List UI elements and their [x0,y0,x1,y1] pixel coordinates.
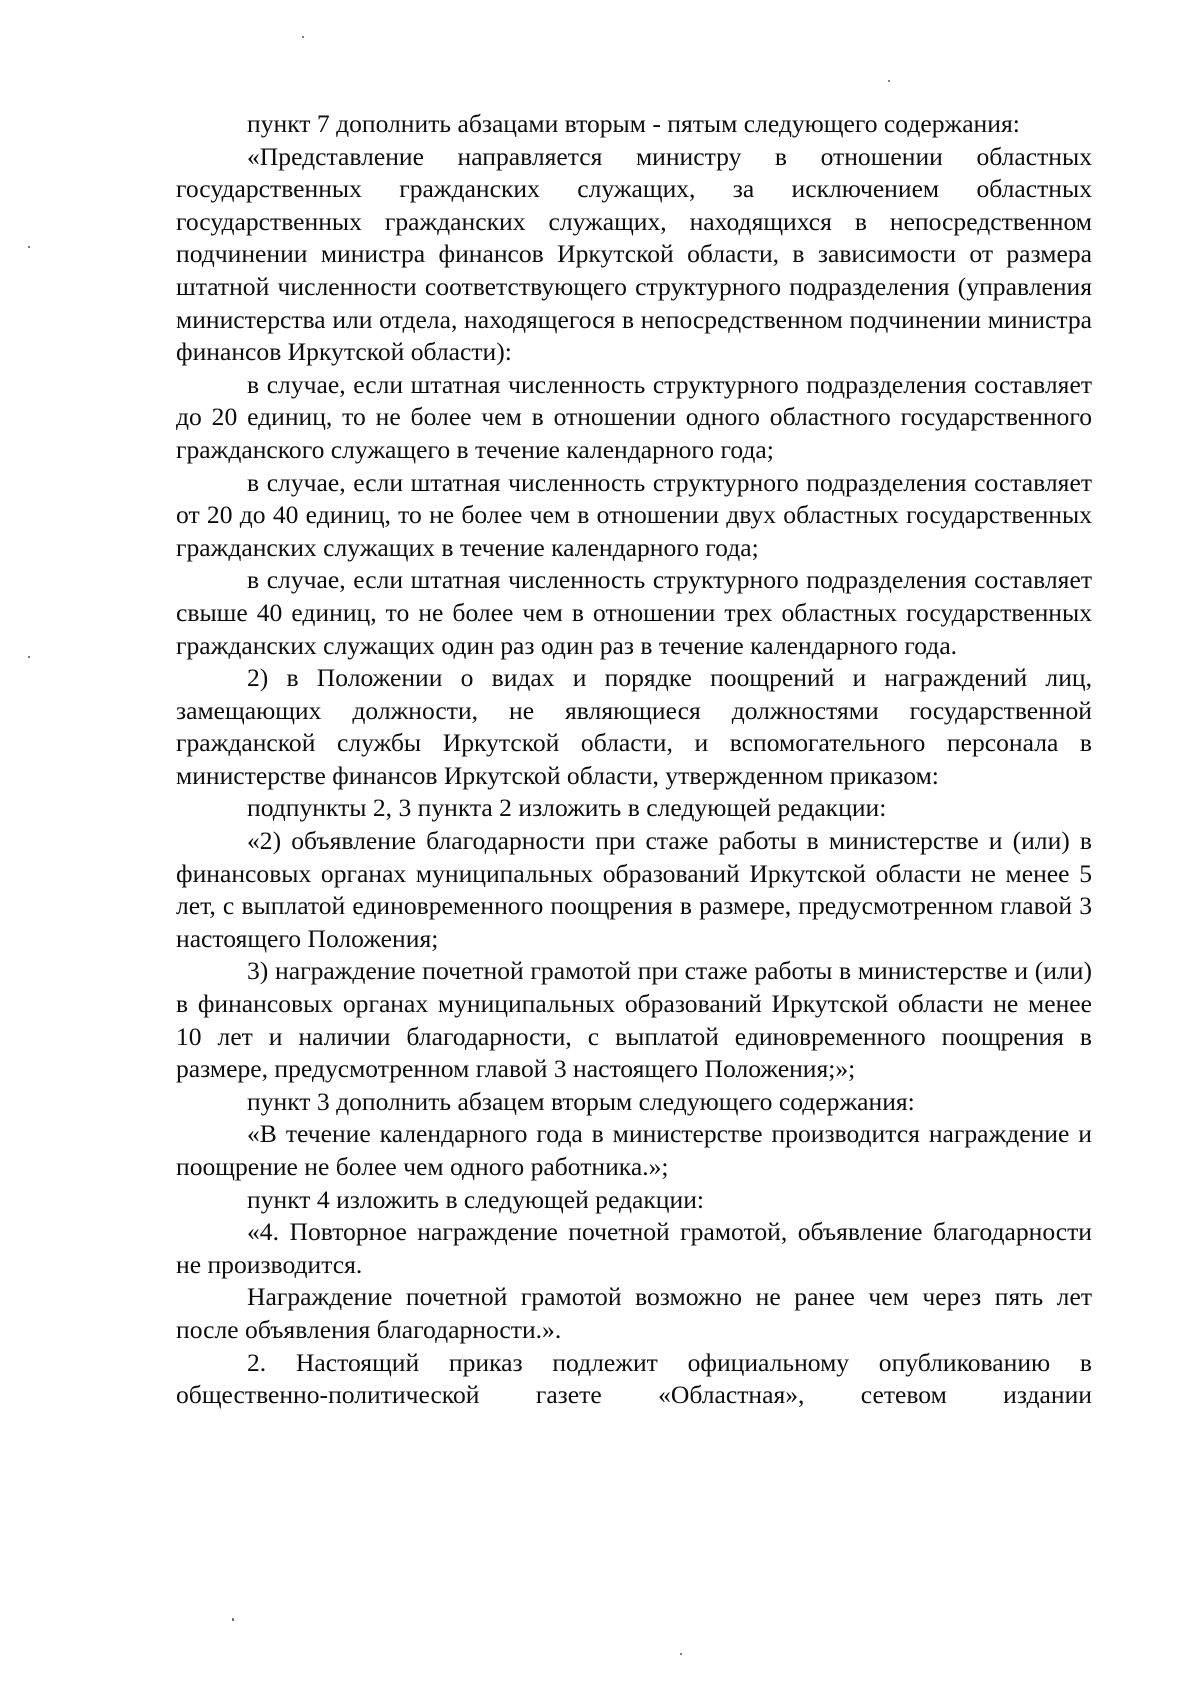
paragraph-2: «Представление направляется министру в отношении областных государственных гражданских служащих, за исключением областных государственных гражданских служащих, находящихся в непосредственном подчинении министра финансов Иркутской области, в зависимости от размера штатной численности соответствующего структурного подразделения (управления министерства или отдела, находящегося в непосредственном подчинении министра финансов Иркутской области): [176,141,1092,367]
paragraph-8: «2) объявление благодарности при стаже работы в министерстве и (или) в финансовых органах муниципальных образований Иркутской области не менее 5 лет, с выплатой единовременного поощрения в размере, предусмотренном главой 3 настоящего Положения; [176,826,1092,953]
paragraph-5: в случае, если штатная численность структурного подразделения составляет свыше 40 единиц, то не более чем в отношении трех областных государственных гражданских служащих один раз один раз в течение календарного года. [176,565,1092,660]
paragraph-11: «В течение календарного года в министерстве производится награждение и поощрение не более чем одного работника.»; [176,1119,1092,1181]
paragraph-4: в случае, если штатная численность структурного подразделения составляет от 20 до 40 единиц, то не более чем в отношении двух областных государственных гражданских служащих в течение календарного года; [176,467,1092,562]
paragraph-1: пункт 7 дополнить абзацами вторым - пятым следующего содержания: [247,109,1020,138]
scan-speck [28,246,30,248]
paragraph-6: 2) в Положении о видах и порядке поощрений и награждений лиц, замещающих должности, не являющиеся должностями государственной гражданской службы Иркутской области, и вспомогательного персонала в министерстве финансов Иркутской области, утвержденном приказом: [176,663,1092,790]
scan-speck [680,1653,682,1655]
paragraph-12: пункт 4 изложить в следующей редакции: [247,1184,705,1214]
paragraph-7: подпункты 2, 3 пункта 2 изложить в следующей редакции: [247,793,887,823]
scan-speck [232,1618,234,1621]
paragraph-9: 3) награждение почетной грамотой при стаже работы в министерстве и (или) в финансовых органах муниципальных образований Иркутской области не менее 10 лет и наличии благодарности, с выплатой единовременного поощрения в размере, предусмотренном главой 3 настоящего Положения;»; [176,956,1092,1084]
document-body [176,108,1092,1412]
scan-speck [888,80,890,82]
paragraph-3: в случае, если штатная численность структурного подразделения составляет до 20 единиц, то не более чем в отношении одного областного государственного гражданского служащего в течение календарного года; [176,369,1092,464]
scan-speck [302,36,304,38]
scan-speck [28,656,30,658]
paragraph-10: пункт 3 дополнить абзацем вторым следующего содержания: [247,1086,915,1116]
paragraph-15: 2. Настоящий приказ подлежит официальному опубликованию в общественно-политической газете «Областная», сетевом издании [176,1347,1092,1410]
paragraph-14: Награждение почетной грамотой возможно не ранее чем через пять лет после объявления благодарности.». [176,1282,1092,1344]
paragraph-13: «4. Повторное награждение почетной грамотой, объявление благодарности не производится. [176,1217,1092,1279]
